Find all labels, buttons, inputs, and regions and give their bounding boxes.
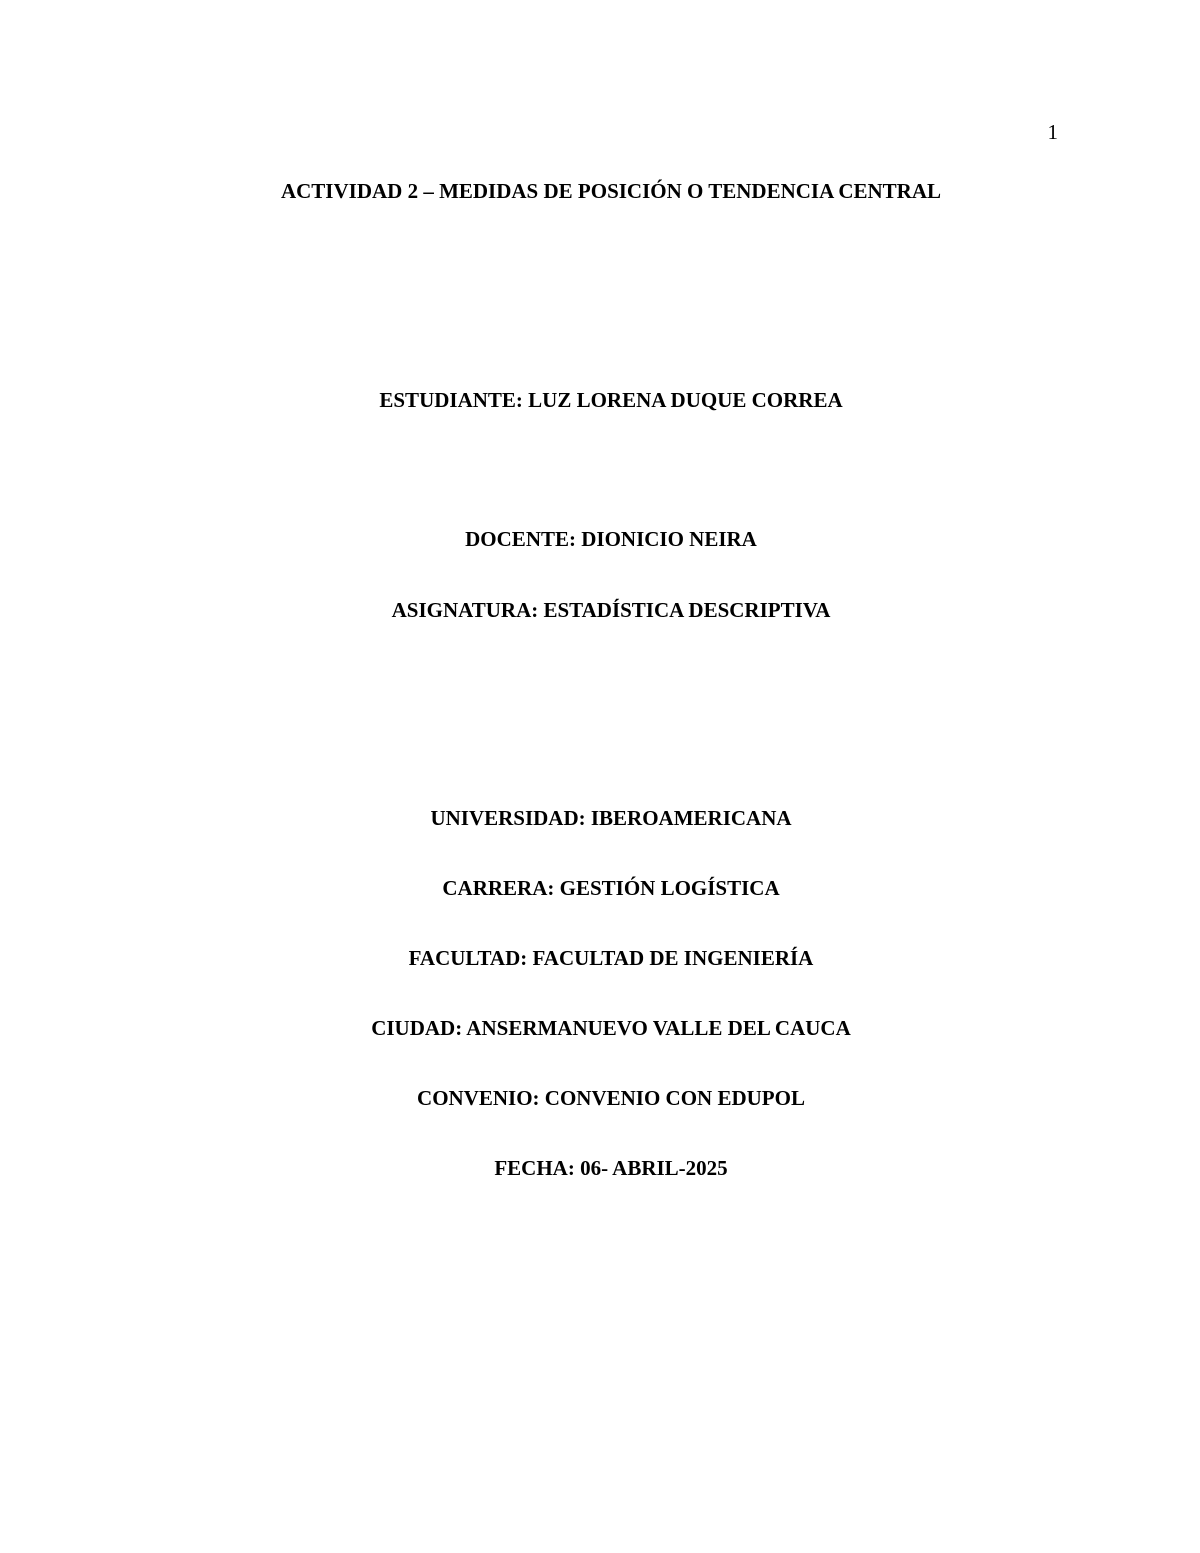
city-line: CIUDAD: ANSERMANUEVO VALLE DEL CAUCA — [371, 1016, 851, 1040]
agreement-line: CONVENIO: CONVENIO CON EDUPOL — [417, 1086, 805, 1110]
faculty-line: FACULTAD: FACULTAD DE INGENIERÍA — [408, 946, 814, 970]
student-line: ESTUDIANTE: LUZ LORENA DUQUE CORREA — [379, 388, 843, 412]
university-line: UNIVERSIDAD: IBEROAMERICANA — [430, 806, 792, 830]
page-number: 1 — [1047, 120, 1058, 144]
date-line: FECHA: 06- ABRIL-2025 — [494, 1156, 728, 1180]
document-title: ACTIVIDAD 2 – MEDIDAS DE POSICIÓN O TENDENCIA CENTRAL — [280, 179, 942, 203]
subject-line: ASIGNATURA: ESTADÍSTICA DESCRIPTIVA — [391, 598, 831, 622]
teacher-line: DOCENTE: DIONICIO NEIRA — [465, 527, 757, 551]
career-line: CARRERA: GESTIÓN LOGÍSTICA — [442, 876, 780, 900]
